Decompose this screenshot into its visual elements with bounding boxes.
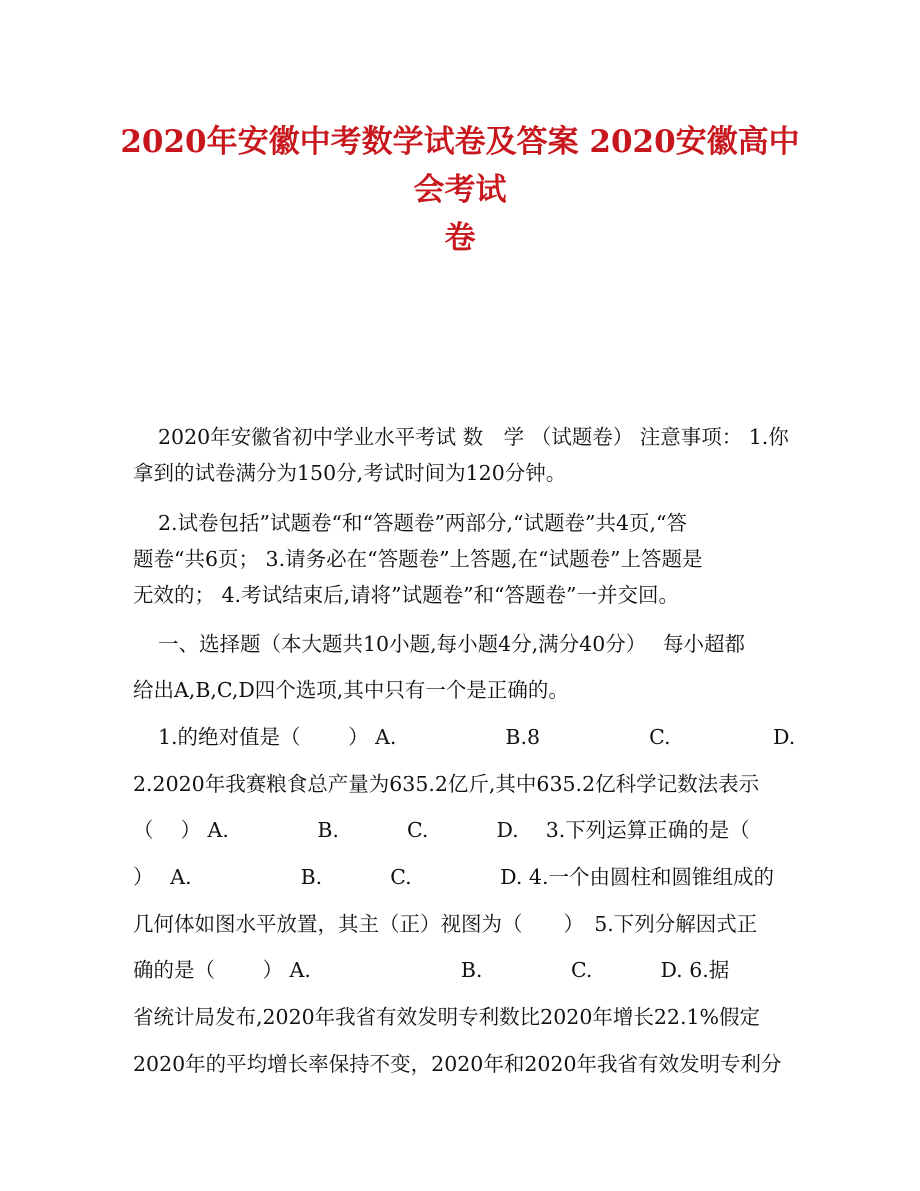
text-line: 几何体如图水平放置，其主（正）视图为（ ） 5.下列分解因式正 (133, 912, 758, 936)
text-line: 确的是（ ） A. B. C. D. 6.据 (133, 958, 730, 982)
text-line: 拿到的试卷满分为150分,考试时间为120分钟。 (133, 461, 567, 485)
text-line: 2.2020年我赛粮食总产量为635.2亿斤,其中635.2亿科学记数法表示 (133, 772, 760, 796)
text-line: 一、选择题（本大题共10小题,每小题4分,满分40分） 每小超都 (158, 632, 746, 656)
text-line: 给出A,B,C,D四个选项,其中只有一个是正确的。 (133, 678, 569, 702)
text-line: 2020年的平均增长率保持不变，2020年和2020年我省有效发明专利分 (133, 1052, 782, 1076)
text-line: 题卷“共6页； 3.请务必在“答题卷”上答题,在“试题卷”上答题是 (133, 547, 703, 571)
text-line: 无效的； 4.考试结束后,请将”试题卷”和“答题卷”一并交回。 (133, 583, 680, 607)
title-line-2: 卷 (444, 220, 476, 256)
text-line: （ ） A. B. C. D. 3.下列运算正确的是（ (133, 818, 750, 842)
text-line: 2.试卷包括”试题卷“和“答题卷”两部分,“试题卷”共4页,“答 (158, 511, 687, 535)
text-line: ） A. B. C. D. 4.一个由圆柱和圆锥组成的 (133, 865, 774, 889)
text-line: 省统计局发布,2020年我省有效发明专利数比2020年增长22.1%假定 (133, 1005, 760, 1029)
text-line: 2020年安徽省初中学业水平考试 数 学 （试题卷） 注意事项： 1.你 (158, 425, 789, 449)
page-title (120, 118, 800, 262)
text-line: 1.的绝对值是（ ） A. B.8 C. D. (158, 725, 796, 749)
title-line-1: 2020年安徽中考数学试卷及答案 2020安徽高中会考试 (120, 124, 800, 208)
